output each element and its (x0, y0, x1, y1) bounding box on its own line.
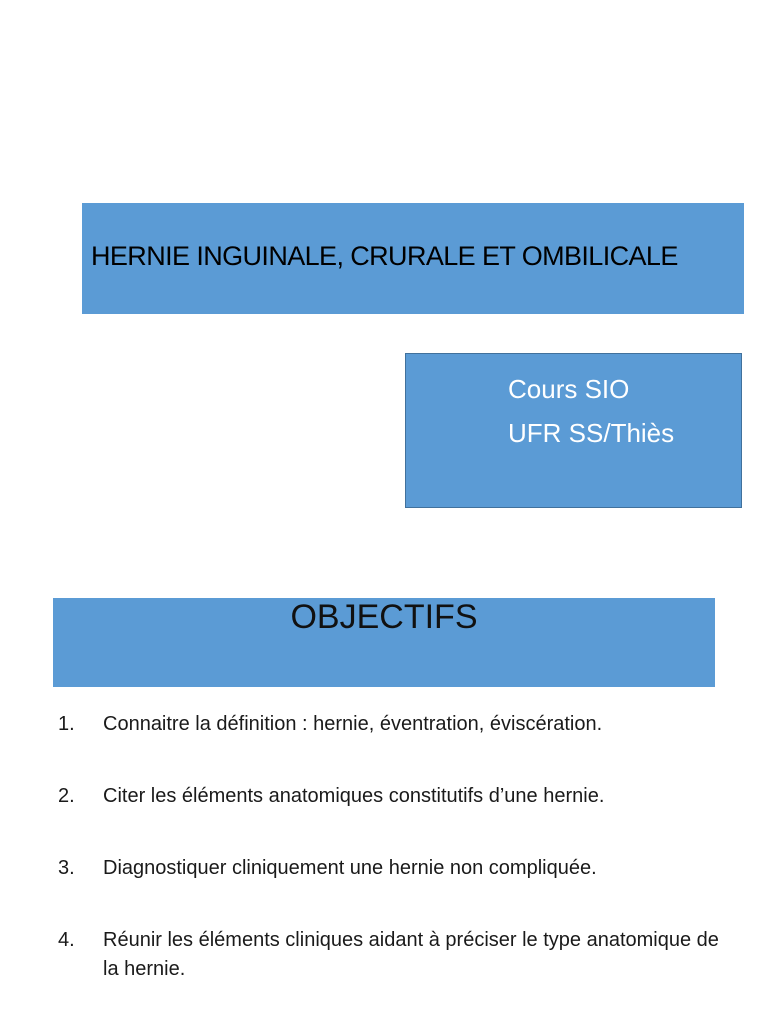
course-institution: UFR SS/Thiès (508, 418, 675, 448)
objective-number: 2. (58, 785, 75, 807)
objective-text: Diagnostiquer cliniquement une hernie non compliquée. (103, 857, 597, 879)
objective-text: Citer les éléments anatomiques constitutifs d’une hernie. (103, 785, 605, 807)
objective-number: 3. (58, 857, 75, 879)
course-info-box (405, 353, 742, 508)
objective-text: Connaitre la définition : hernie, éventration, éviscération. (103, 713, 603, 735)
objective-text: Réunir les éléments cliniques aidant à préciser le type anatomique de la hernie. (103, 929, 719, 980)
title-box (82, 203, 744, 314)
objective-number: 1. (58, 713, 75, 735)
objective-number: 4. (58, 929, 75, 951)
course-name: Cours SIO (508, 374, 630, 404)
objectives-heading: OBJECTIFS (290, 598, 478, 636)
slide-title: HERNIE INGUINALE, CRURALE ET OMBILICALE (91, 241, 678, 271)
objectives-heading-box (53, 598, 715, 687)
